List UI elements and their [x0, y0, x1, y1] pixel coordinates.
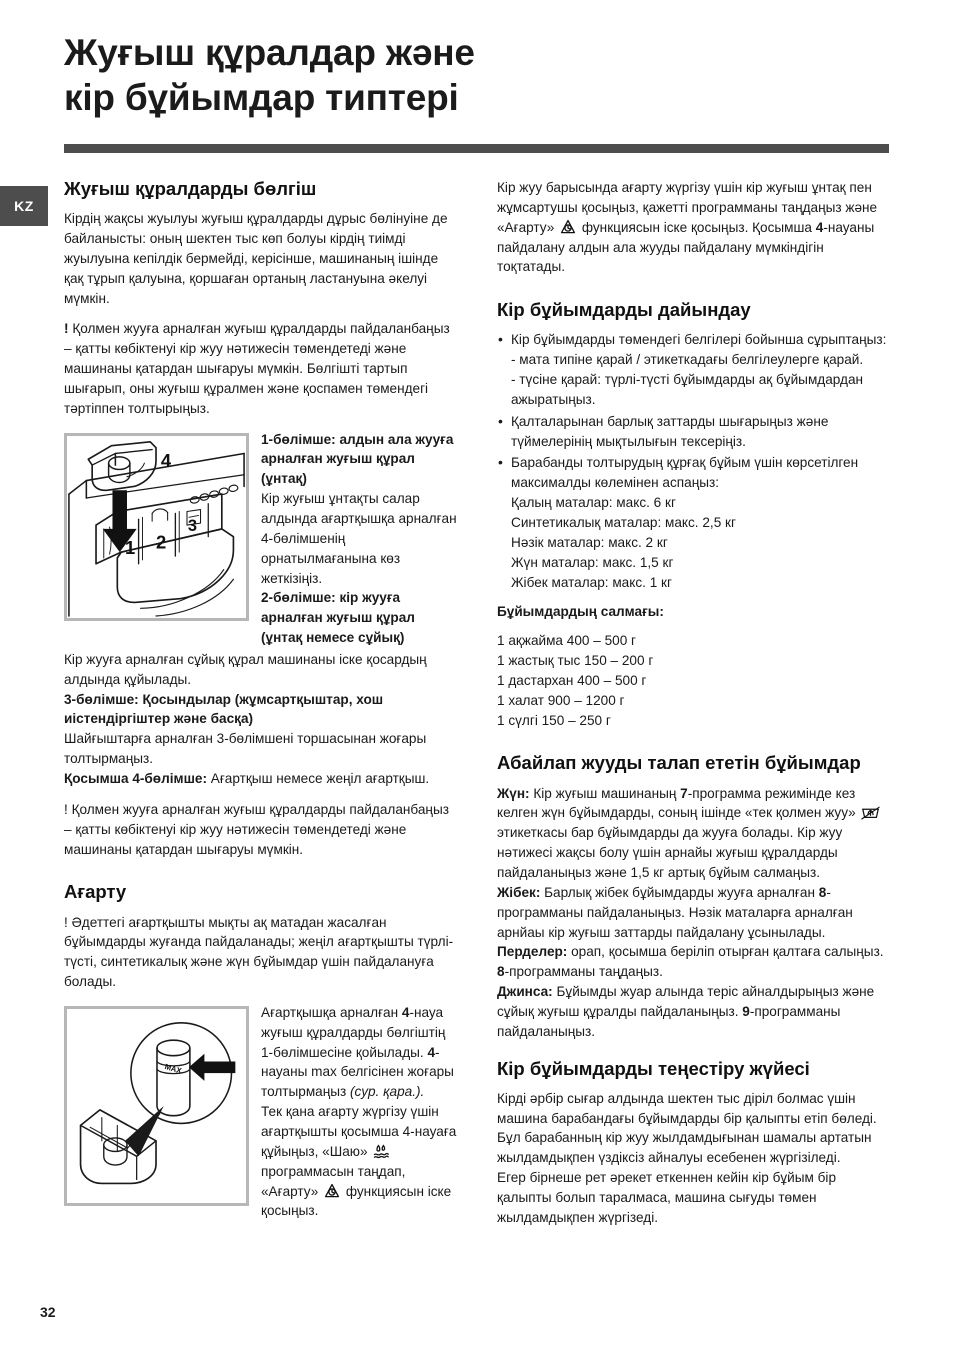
bleach-text-d: программасын таңдап, «Ағарту» [261, 1163, 406, 1199]
bullet-3-text: Барабанды толтырудың құрғақ бұйым үшін көрсетілген максималды көлемінен аспаңыз: [511, 455, 859, 491]
compartment-4-line [64, 769, 459, 789]
list-item [497, 330, 892, 409]
paragraph-balance-1: Кірді әрбір сығар алдында шектен тыс діріл болмас үшін машина барабандағы бұйымдарды бір қалыпты етіп бөледі. Бұл барабанның кір жуу жылдамдығынан шамалы артатын жылдамдықпен үздіксіз айналуы есебенен жүргізіледі. [497, 1090, 877, 1166]
bleach-number-4a: 4 [401, 1004, 410, 1020]
svg-text:3: 3 [187, 516, 198, 535]
paragraph-dispenser-intro: Кірдің жақсы жуылуы жуғыш құралдарды дұрыс бөлінуіне де байланысты: оның шектен тыс көп болуы кірдің тиімді жуылуына кепілдік бермейді, керісінше, машинаның ішінде қақ тұрып қалуына, қоршаған ортаның ластануына әкелуі мүмкін. [64, 211, 448, 306]
silk-label: Жібек: [497, 884, 541, 900]
bleach-warning-text: Әдеттегі ағартқышты мықты ақ матадан жасалған бұйымдарды жуғанда пайдаланады; жеңіл ағартқышты түрлі-түсті, синтетикалық және жүн бұйымдар үшін пайдалануға болады. [64, 914, 454, 990]
bleach-warning-mark: ! [64, 914, 68, 930]
curtain-text-a: орап, қосымша беріліп отырған қалтаға салыңыз. [567, 944, 884, 960]
paragraph-wool [497, 784, 892, 883]
weights-heading-text: Бұйымдардың салмағы: [497, 604, 664, 620]
silk-program-number: 8 [818, 884, 827, 900]
load-limit-cotton: Қалың маталар: макс. 6 кг [511, 495, 676, 511]
right-column [497, 178, 892, 1239]
bullet-1-text: Кір бұйымдарды төмендегі белгілері бойынша сұрыптаңыз: [511, 332, 887, 348]
max-marking-label: MAX [163, 1061, 183, 1076]
rinse-icon [373, 1144, 390, 1159]
figure-block-bleach [64, 1003, 459, 1221]
jeans-text-b: -программаны пайдаланыңыз. [497, 1003, 841, 1039]
figure-block-dispenser [64, 430, 459, 648]
warning-text-2: Қолмен жууға арналған жуғыш құралдарды пайдаланбаңыз – қатты көбіктенуі кір жуу нәтижесін төмендетеді және машинаны қатардан шығаруы мүмкін. [64, 801, 449, 857]
load-limit-silk: Жібек маталар: макс. 1 кг [511, 574, 672, 590]
compartment-1-text: Кір жуғыш ұнтақты салар алдында ағартқышқа арналған 4-бөлімшенің орнатылмағанына көз жеткізіңіз. [261, 491, 457, 586]
weights-heading [497, 602, 892, 622]
hand-wash-icon [861, 806, 880, 820]
bullet-2-text: Қалталарынан барлық заттарды шығарыңыз және түймелерінің мықтылығын тексеріңіз. [511, 413, 829, 449]
list-item [497, 412, 892, 452]
weight-bathrobe: 1 халат 900 – 1200 г [497, 692, 625, 708]
wool-label: Жүн: [497, 785, 530, 801]
warning-mark-2: ! [64, 801, 68, 817]
paragraph-silk [497, 883, 892, 943]
curtain-program-number: 8 [497, 964, 505, 980]
bleach-see-figure-note: (сур. қара.). [350, 1084, 425, 1100]
bullet-1-sub-1: - мата типіне қарай / этикеткадағы белгілеулерге қарай. [511, 352, 864, 368]
wool-text-c: этикеткасы бар бұйымдарды да жууға болады. Кір жуу нәтижесі жақсы болу үшін арнайы жуғыш құралдарды пайдаланыңыз және 1,5 кг артық бұйым салмаңыз. [497, 825, 843, 880]
curtain-label: Перделер: [497, 944, 568, 960]
bleach-icon [324, 1183, 340, 1199]
right-top-text-a: Кір жуу барысында ағарту жүргізу үшін кір жуғыш ұнтақ пен жұмсартушы қосыңыз, қажетті программаны таңдаңыз және «Ағарту» [497, 180, 878, 235]
jeans-program-number: 9 [742, 1003, 750, 1019]
list-item [497, 453, 892, 592]
load-limits-list [511, 493, 892, 592]
figure-bleach-tray [64, 1006, 249, 1206]
bleach-text-e: функциясын іске қосыңыз. [261, 1183, 452, 1219]
weight-towel: 1 сүлгі 150 – 250 г [497, 712, 611, 728]
compartment-3-text: Шайғыштарға арналған 3-бөлімшені торшасынан жоғары толтырмаңыз. [64, 731, 427, 767]
bleach-text-b: -науаны max белгісінен жоғары толтырмаңыз [261, 1044, 454, 1100]
load-limit-delicate: Нәзік маталар: макс. 2 кг [511, 534, 668, 550]
warning-text-1: Қолмен жууға арналған жуғыш құралдарды пайдаланбаңыз – қатты көбіктенуі кір жуу нәтижесін төмендетеді және машинаны қатардан шығаруы мүмкін. Бөлгішті тартып шығарып, оны жуғыш құралмен және қоспамен төмендегі тәртіппен толтырыңыз. [64, 321, 450, 416]
compartment-2-title-text: 2-бөлімше: кір жууға арналған жуғыш құрал (ұнтақ немесе сұйық) [261, 590, 415, 646]
paragraph-curtains [497, 942, 892, 982]
compartment-2-title [261, 588, 459, 648]
curtain-text-b: -программаны таңдаңыз. [504, 964, 663, 980]
page-title [64, 30, 864, 120]
heading-bleaching: Ағарту [64, 881, 127, 903]
language-tab-kz: KZ [0, 186, 48, 226]
right-top-text-b: функциясын іске қосыңыз. Қосымша [578, 219, 816, 235]
compartment-4-title: Қосымша 4-бөлімше: [64, 770, 207, 786]
load-limit-wool: Жүн маталар: макс. 1,5 кг [511, 554, 674, 570]
wool-program-number: 7 [680, 785, 688, 801]
page-title-line-1: Жуғыш құралдар және [64, 32, 475, 73]
bleach-text-a2: -науа жуғыш құралдарды бөлгіштің 1-бөлімшесіне қойылады. [261, 1004, 446, 1060]
paragraph-warning-handwash-2 [64, 800, 459, 860]
compartment-1-title [261, 430, 459, 490]
bullet-1-sub-2: - түсіне қарай: түрлі-түсті бұйымдарды ақ бұйымдардан ажыратыңыз. [511, 372, 864, 407]
heading-load-balancing: Кір бұйымдарды теңестіру жүйесі [497, 1057, 810, 1079]
bleach-text-a1: Ағартқышқа арналған [261, 1004, 402, 1020]
weight-tablecloth: 1 дастархан 400 – 500 г [497, 672, 647, 688]
right-top-text-c: -науаны пайдалану алдын ала жууды пайдалану мүмкіндігін тоқтатады. [497, 219, 875, 275]
page-number: 32 [40, 1304, 56, 1320]
paragraph-bleach-warning [64, 913, 459, 992]
garment-weights-list [497, 631, 892, 730]
paragraph-jeans [497, 982, 892, 1042]
weight-sheet: 1 ақжайма 400 – 500 г [497, 633, 636, 649]
compartment-1-title-text: 1-бөлімше: алдын ала жууға арналған жуғыш құрал (ұнтақ) [261, 431, 454, 487]
compartment-4-text: Ағартқыш немесе жеңіл ағартқыш. [207, 770, 430, 786]
figure-caption-bleach [261, 1003, 459, 1221]
jeans-label: Джинса: [497, 984, 553, 1000]
bleach-text-c: Тек қана ағарту жүргізу үшін ағартқышты қосымша 4-науаға құйыңыз, «Шаю» [261, 1104, 457, 1159]
page-title-line-2: кір бұйымдар типтері [64, 77, 459, 119]
heading-prepare-laundry: Кір бұйымдарды дайындау [497, 299, 751, 321]
figure-caption-compartments [261, 430, 459, 648]
svg-text:2: 2 [156, 530, 167, 552]
svg-text:1: 1 [125, 536, 136, 558]
heading-detergent-dispenser: Жуғыш құралдарды бөлгіш [64, 178, 317, 199]
silk-text-a: Барлық жібек бұйымдарды жууға арналған [540, 884, 819, 900]
compartment-3-title-text: 3-бөлімше: Қосындылар (жұмсартқыштар, хош иістендіргіштер және басқа) [64, 691, 384, 727]
load-limit-synthetic: Синтетикалық маталар: макс. 2,5 кг [511, 515, 736, 530]
bleach-only-paragraph [261, 1102, 459, 1221]
bleach-number-4b: 4 [427, 1044, 436, 1060]
bleach-icon [560, 219, 576, 235]
compartment-2-text: Кір жууға арналған сұйық құрал машинаны іске қосардың алдында құйылады. [64, 651, 427, 687]
weight-pillowcase: 1 жастық тыс 150 – 200 г [497, 653, 654, 669]
svg-text:4: 4 [160, 449, 172, 471]
figure-detergent-dispenser-drawer [64, 433, 249, 621]
warning-mark: ! [64, 321, 69, 337]
right-top-number-4: 4 [815, 219, 824, 235]
wool-text-a: Кір жуғыш машинаның [529, 785, 681, 801]
prepare-laundry-bullets [497, 330, 892, 592]
compartment-3-title [64, 690, 459, 730]
paragraph-bleach-during-wash [497, 178, 892, 277]
jeans-text-a: Бұйымды жуар алында теріс айналдырыңыз және сұйық жуғыш құралды пайдаланыңыз. [497, 984, 875, 1019]
silk-text-b: -программаны пайдаланыңыз. Нәзік маталарға арналған арнйаы кір жуғыш заттарды пайдалану ұсынылады. [497, 884, 853, 940]
paragraph-balance-2: Егер бірнеше рет әрекет еткеннен кейін кір бұйым бір қалыпты болып таралмаса, машина сығуды төмен жылдамдықпен жүргізеді. [497, 1170, 837, 1225]
paragraph-warning-handwash-1 [64, 319, 459, 418]
left-column [64, 178, 459, 1223]
heading-special-garments: Абайлап жууды талап ететін бұйымдар [497, 752, 861, 774]
wool-text-b: -программа режимінде кез келген жүн бұйымдарды, соның ішінде «тек қолмен жуу» [497, 785, 860, 821]
bleach-tray-paragraph [261, 1003, 459, 1102]
title-divider-rule [64, 144, 889, 153]
